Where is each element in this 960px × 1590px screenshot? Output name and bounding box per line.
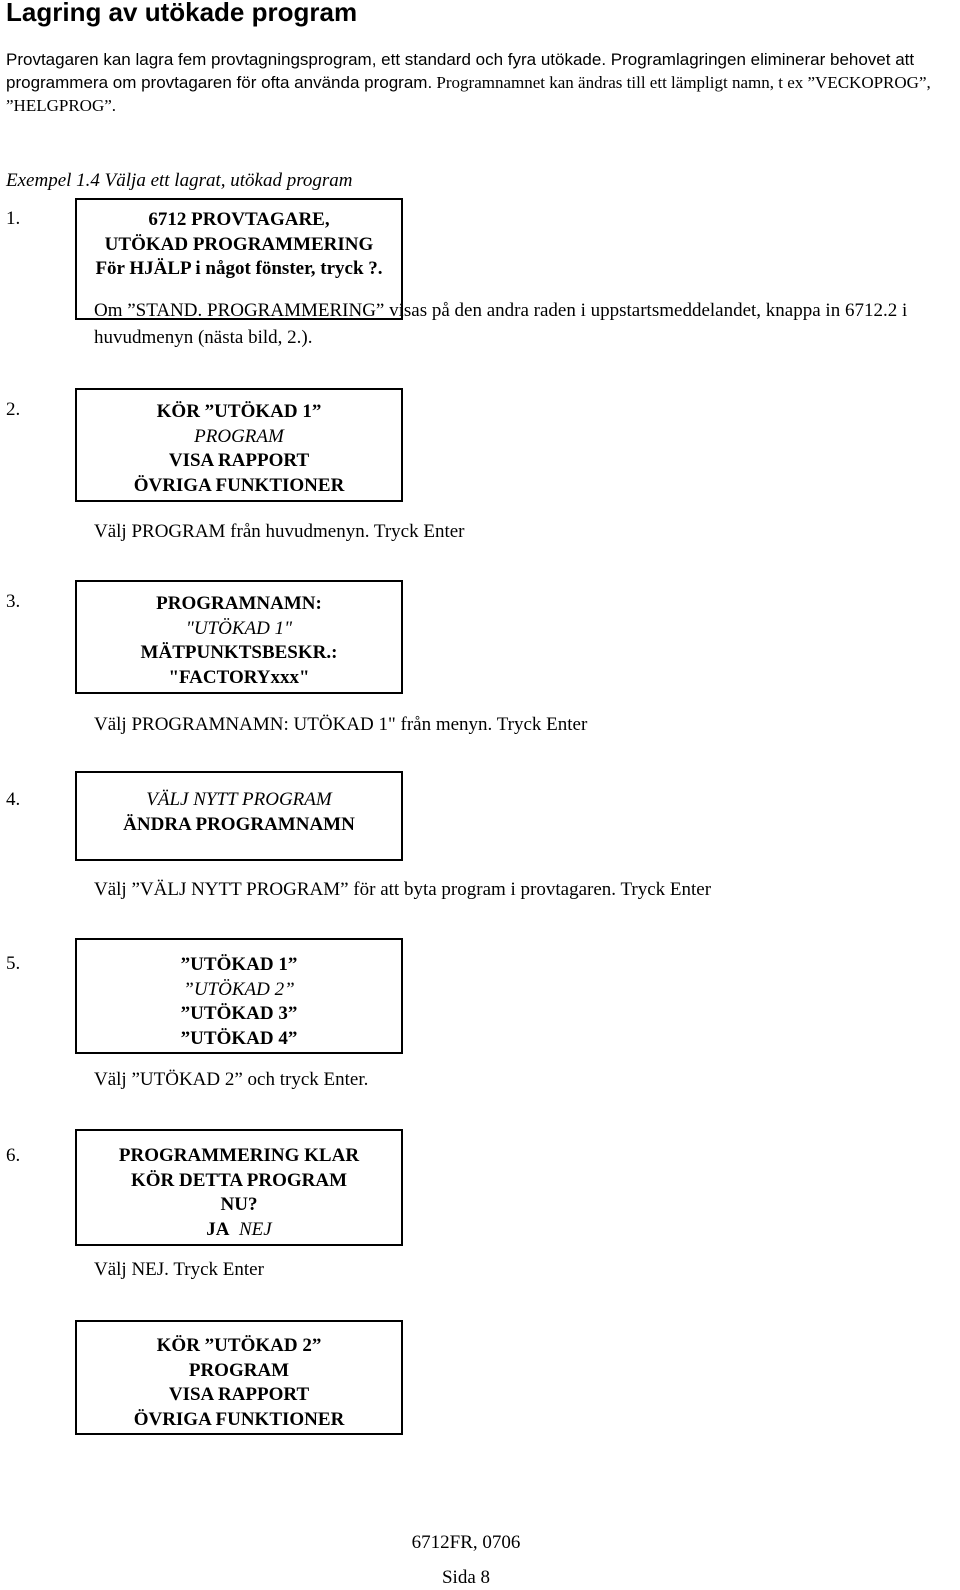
display-line: PROGRAMNAMN: — [156, 593, 322, 614]
display-line: "UTÖKAD 1" — [185, 617, 293, 639]
display-line: NU? — [220, 1194, 258, 1215]
display-screen — [75, 388, 403, 502]
footer-doc-code: 6712FR, 0706 — [411, 1532, 521, 1553]
example-heading: Exempel 1.4 Välja ett lagrat, utökad program — [6, 170, 353, 191]
display-line: ”UTÖKAD 4” — [180, 1027, 298, 1049]
display-line: PROGRAM — [188, 1359, 290, 1381]
display-line: KÖR ”UTÖKAD 2” — [156, 1335, 322, 1356]
display-line: KÖR ”UTÖKAD 1” — [156, 401, 322, 422]
step-note: Välj NEJ. Tryck Enter — [94, 1259, 264, 1280]
step-number: 4. — [6, 789, 21, 810]
intro-paragraph — [6, 48, 951, 117]
display-screen — [75, 1129, 403, 1246]
display-line: ”UTÖKAD 2” — [183, 978, 295, 1000]
display-line: VISA RAPPORT — [168, 450, 310, 471]
display-screen — [75, 938, 403, 1054]
intro-part-1: Provtagaren kan lagra fem provtagningsprogram, ett standard och fyra utökade. Programlagringen eliminerar behovet att programmera om provtagaren för ofta använda program. — [6, 50, 915, 92]
display-line: ”UTÖKAD 3” — [180, 1003, 298, 1024]
step-number: 3. — [6, 591, 21, 612]
display-line: ÖVRIGA FUNKTIONER — [133, 474, 345, 496]
display-line: 6712 PROVTAGARE, — [148, 209, 330, 230]
display-line: PROGRAM — [194, 425, 284, 447]
page-title: Lagring av utökade program — [6, 0, 358, 27]
yes-option: JA — [206, 1218, 230, 1240]
step-note: Välj PROGRAMNAMN: UTÖKAD 1" från menyn. Tryck Enter — [94, 714, 588, 735]
display-screen-final — [75, 1320, 403, 1435]
intro-part-2: Programnamnet kan ändras till ett lämpligt namn, t ex ”VECKOPROG”, ”HELGPROG”. — [6, 73, 931, 115]
display-line: "FACTORYxxx" — [168, 666, 310, 688]
display-line: ÖVRIGA FUNKTIONER — [133, 1408, 345, 1430]
step-note: Om ”STAND. PROGRAMMERING” visas på den andra raden i uppstartsmeddelandet, knappa in 6712.2 i huvudmenyn (nästa bild, 2.). — [94, 300, 908, 348]
display-line: VÄLJ NYTT PROGRAM — [146, 789, 332, 810]
step-number: 6. — [6, 1145, 21, 1166]
display-line: ”UTÖKAD 1” — [180, 954, 298, 975]
display-line: UTÖKAD PROGRAMMERING — [104, 233, 374, 255]
display-line — [77, 1218, 401, 1243]
display-line: PROGRAMMERING KLAR — [118, 1145, 360, 1166]
step-note: Välj PROGRAM från huvudmenyn. Tryck Enter — [94, 521, 465, 542]
display-line: MÄTPUNKTSBESKR.: — [140, 642, 338, 663]
display-screen — [75, 771, 403, 861]
display-line: KÖR DETTA PROGRAM — [130, 1169, 348, 1191]
step-note: Välj ”UTÖKAD 2” och tryck Enter. — [94, 1069, 369, 1090]
display-line: För HJÄLP i något fönster, tryck ?. — [95, 258, 383, 279]
step-number: 5. — [6, 953, 21, 974]
no-option: NEJ — [239, 1218, 272, 1240]
step-note: Välj ”VÄLJ NYTT PROGRAM” för att byta program i provtagaren. Tryck Enter — [94, 879, 712, 900]
display-line: ÄNDRA PROGRAMNAMN — [123, 813, 355, 835]
step-number: 2. — [6, 399, 21, 420]
footer-page-number: Sida 8 — [441, 1567, 491, 1588]
step-number: 1. — [6, 208, 21, 229]
display-screen — [75, 580, 403, 694]
display-line: VISA RAPPORT — [168, 1384, 310, 1405]
